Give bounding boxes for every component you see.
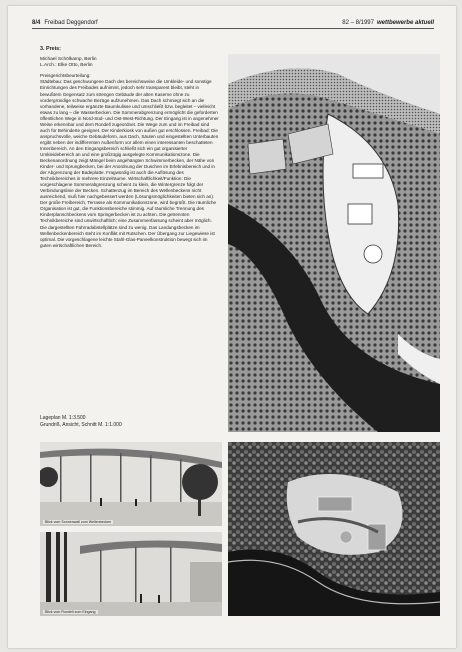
author-line: L.Arch.: Elke Otto, Berlin xyxy=(40,63,93,69)
journal-name: wettbewerbe aktuell xyxy=(376,20,434,26)
prize-heading: 3. Preis: xyxy=(40,46,61,52)
issue-number: 82 – 8/1997 xyxy=(342,20,374,26)
model-photo xyxy=(228,442,440,616)
page-header-right xyxy=(342,20,434,26)
perspective-view-1 xyxy=(40,442,222,526)
assessment-title: Preisgerichtsbeurteilung: xyxy=(40,73,91,79)
scale-notes xyxy=(40,415,122,428)
scale-line: Lageplan M. 1:3.500 xyxy=(40,415,86,421)
assessment-body: Städtebau: Das geschwungene Dach des bereichsweise die Umkleide- und sonstige Einrichtungen des Freibades aufnimmt, jedoch sehr transparent bleibt, steht in bewußtem Gegensatz zum strengen Gebäude der alten Kaserne ohne zu vordergründige schwache Bezüge aufzunehmen. Das Dach schmiegt sich an die vorhandene, teilweise ergänzte Baumkulisse und umschließt bzw. begleitet – vielleicht etwas zu lang – die Wasserbecken. Die Sommerabgrenzung ermöglicht die geforderten öffentlichen Wege in Nord-Süd- und Ost-West-Richtung. Der Eingang ist in angenehmer Weise erkennbar und dem Rondell zugeordnet. Die Wege zum und im Freibad sind auch für Behinderte geeignet. Der Kinderkiosk von außen gut erschlossen. Freibad: Die anspruchsvolle, weiche Gebäudeform, aus Dach, Säulen und eingestellten Unterbauten ergibt neben der indifferenten Außenform vor allem einen interessanten beschatteten Innenbereich. An den Eingangsbereich schließt sich ein gut organisierter Umkleidebereich an und eine großzügig ausgelegte Kommunikationszone. Die Beckenanordnung zeigt Mängel beim angehängten Schwimmerbecken, der Nähe von Kinder- und Sprungbecken, bei der Anordnung der Duschen im Erlebnisbereich und in der Abgrenzung der Badeplatte. Fragwürdig ist auch die Auflösung des Technikbereiches in mehrere Einzelräume. Wirtschaftlichkeit/Funktion: Die vorgeschlagene Sommerabgrenzung scheint zu klein, die Wintergrenze folgt der Verbindungslinie der Becken. Schattenzug im Bereich des Wellenbeckens nicht ausreichend, muß hier nachgebessert werden (Lösungsmöglichkeiten bieten sich an). Der große Freibereich, Terrasse als Kommunikationszone, wird begrüßt. Die räumliche Organisation ist gut, die Funktionsbereiche stimmig. Auf räumliche Trennung des Kinderplanschbeckens vom Springerbecken ist zu achten. Die getrennten Technikbereiche sind unwirtschaftlich; eine Zusammenfassung scheint aber möglich. Die dargestellten Fahrradabstellplätze sind zu wenig. Das Landungsbecken im Wellenbeckenbereich steht im Konflikt mit Rutschen. Der Übergang zur Liegewiese ist optimal. Die vorgeschlagene leichte Stahl-Glas-Paneelkonstruktion bewegt sich im guten wirtschaftlichen Bereich. xyxy=(40,79,219,248)
page-number: 8/4 xyxy=(32,20,41,26)
page-header-left xyxy=(32,20,98,26)
magazine-page xyxy=(8,6,456,648)
view2-caption: Blick vom Rondell zum Eingang xyxy=(45,610,96,614)
site-plan-image xyxy=(228,54,440,432)
authors-block xyxy=(40,57,220,69)
view1-caption: Blick vom Sonnenwall zum Wellenbecken xyxy=(45,520,112,524)
page-subject: Freibad Deggendorf xyxy=(44,20,98,26)
text-column xyxy=(40,46,220,249)
header-rule xyxy=(32,28,434,29)
scale-line: Grundriß, Ansicht, Schnitt M. 1:1.000 xyxy=(40,421,122,428)
perspective-view-2 xyxy=(40,532,222,616)
author-line: Michael Schölkamp, Berlin xyxy=(40,57,97,62)
